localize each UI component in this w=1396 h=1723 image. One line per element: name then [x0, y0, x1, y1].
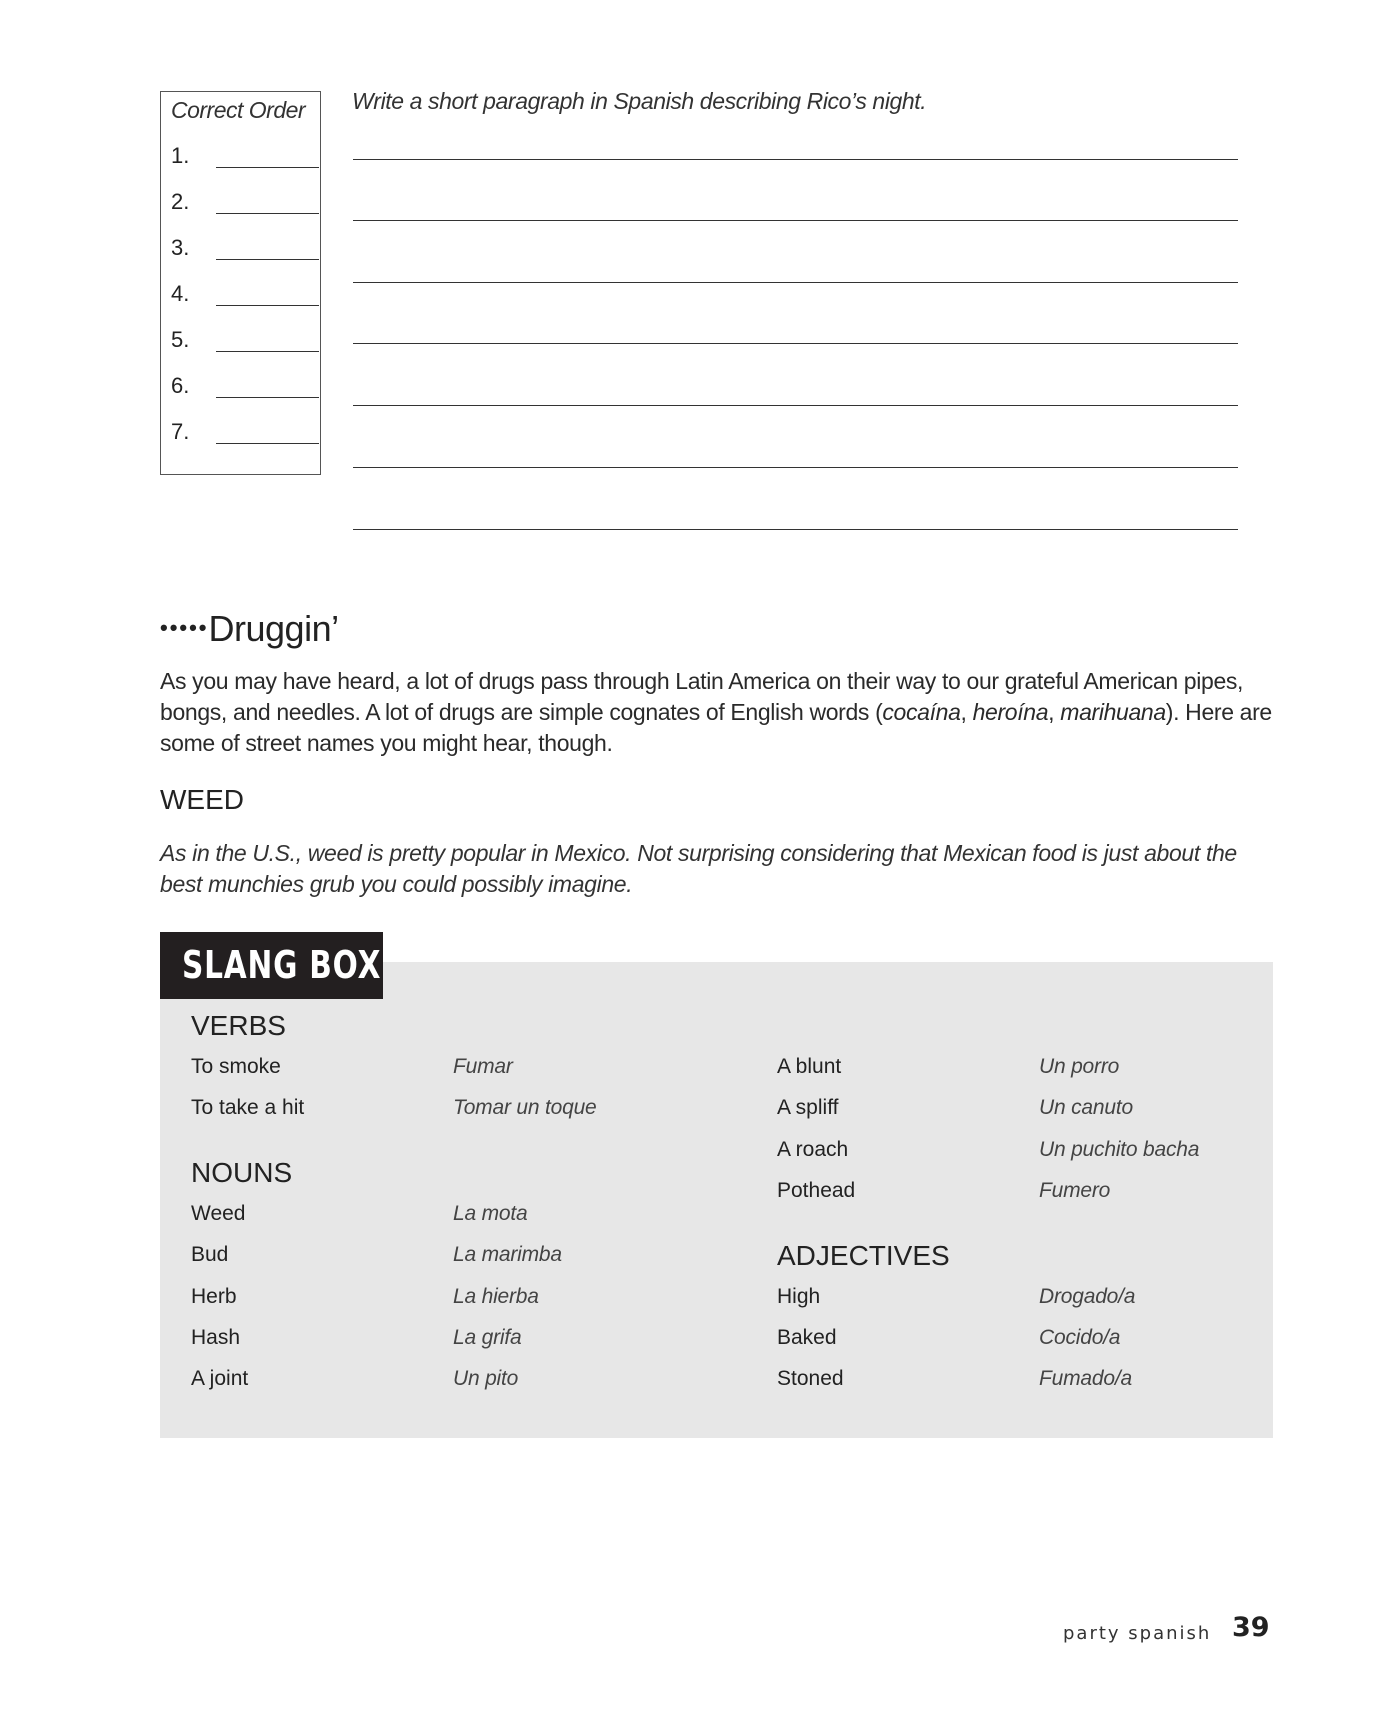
order-row[interactable]: [171, 235, 316, 265]
order-row[interactable]: [171, 373, 316, 403]
writing-line[interactable]: [353, 220, 1238, 221]
term-spanish: Tomar un toque: [453, 1096, 597, 1119]
term-english: To smoke: [191, 1055, 281, 1078]
order-blank[interactable]: [216, 305, 319, 306]
order-row[interactable]: [171, 327, 316, 357]
writing-line[interactable]: [353, 282, 1238, 283]
writing-line[interactable]: [353, 529, 1238, 530]
weed-heading: WEED: [160, 784, 244, 815]
heading-dots: •••••: [160, 615, 209, 640]
footer-book-title: party spanish: [1063, 1623, 1212, 1644]
term-english: Hash: [191, 1326, 241, 1349]
page-number: 39: [1232, 1612, 1270, 1643]
adjectives-heading: ADJECTIVES: [777, 1240, 950, 1271]
weed-description: As in the U.S., weed is pretty popular in Mexico. Not surprising considering that Mexican food is just about the best munchies grub you could possibly imagine.: [160, 840, 1237, 897]
verbs-heading: VERBS: [191, 1010, 286, 1041]
term-spanish: La mota: [453, 1202, 528, 1225]
order-blank[interactable]: [216, 443, 319, 444]
term-english: A spliff: [777, 1096, 839, 1119]
order-blank[interactable]: [216, 259, 319, 260]
order-number: 4.: [171, 281, 190, 306]
term-english: Herb: [191, 1285, 237, 1308]
term-spanish: Fumar: [453, 1055, 513, 1078]
correct-order-box: [160, 91, 321, 475]
nouns-heading: NOUNS: [191, 1157, 293, 1188]
intro-term: cocaína: [882, 699, 961, 725]
order-number: 2.: [171, 189, 190, 214]
order-number: 1.: [171, 143, 190, 168]
order-blank[interactable]: [216, 213, 319, 214]
term-spanish: Fumado/a: [1039, 1367, 1132, 1390]
order-row[interactable]: [171, 189, 316, 219]
order-row[interactable]: [171, 419, 316, 449]
term-english: Bud: [191, 1243, 229, 1266]
intro-sep: ,: [1048, 699, 1061, 725]
term-spanish: Fumero: [1039, 1179, 1111, 1202]
term-spanish: La marimba: [453, 1243, 562, 1266]
slang-box-label: [160, 932, 383, 999]
order-number: 6.: [171, 373, 190, 398]
order-blank[interactable]: [216, 167, 319, 168]
intro-paragraph: [160, 666, 1280, 759]
order-blank[interactable]: [216, 397, 319, 398]
writing-line[interactable]: [353, 343, 1238, 344]
term-english: To take a hit: [191, 1096, 305, 1119]
term-spanish: Un puchito bacha: [1039, 1138, 1200, 1161]
section-heading: [160, 608, 339, 650]
intro-sep: ,: [960, 699, 973, 725]
term-english: A roach: [777, 1138, 849, 1161]
writing-line[interactable]: [353, 467, 1238, 468]
term-english: Pothead: [777, 1179, 856, 1202]
term-english: A joint: [191, 1367, 249, 1390]
term-english: Baked: [777, 1326, 837, 1349]
order-number: 3.: [171, 235, 190, 260]
order-row[interactable]: [171, 143, 316, 173]
order-blank[interactable]: [216, 351, 319, 352]
order-number: 7.: [171, 419, 190, 444]
term-spanish: La grifa: [453, 1326, 522, 1349]
writing-line[interactable]: [353, 405, 1238, 406]
order-row[interactable]: [171, 281, 316, 311]
intro-term: marihuana: [1060, 699, 1166, 725]
term-english: High: [777, 1285, 821, 1308]
term-spanish: La hierba: [453, 1285, 539, 1308]
term-english: Stoned: [777, 1367, 844, 1390]
writing-line[interactable]: [353, 159, 1238, 160]
term-spanish: Un pito: [453, 1367, 519, 1390]
term-spanish: Un canuto: [1039, 1096, 1133, 1119]
writing-prompt: Write a short paragraph in Spanish describing Rico’s night.: [352, 88, 927, 114]
slang-box-title: SLANG BOX: [182, 943, 382, 987]
term-english: Weed: [191, 1202, 246, 1225]
term-spanish: Un porro: [1039, 1055, 1120, 1078]
intro-text: As you may have heard, a lot of drugs pass through Latin America on their way to our grateful American pipes, bongs, and needles. A lot of drugs are simple cognates of English words (: [160, 668, 1244, 725]
intro-term: heroína: [972, 699, 1049, 725]
term-spanish: Drogado/a: [1039, 1285, 1136, 1308]
term-english: A blunt: [777, 1055, 842, 1078]
intro-text: ). Here are some of street names you might hear, though.: [160, 699, 1272, 756]
section-title: Druggin’: [208, 608, 339, 649]
order-number: 5.: [171, 327, 190, 352]
correct-order-title: Correct Order: [171, 97, 306, 123]
term-spanish: Cocido/a: [1039, 1326, 1121, 1349]
